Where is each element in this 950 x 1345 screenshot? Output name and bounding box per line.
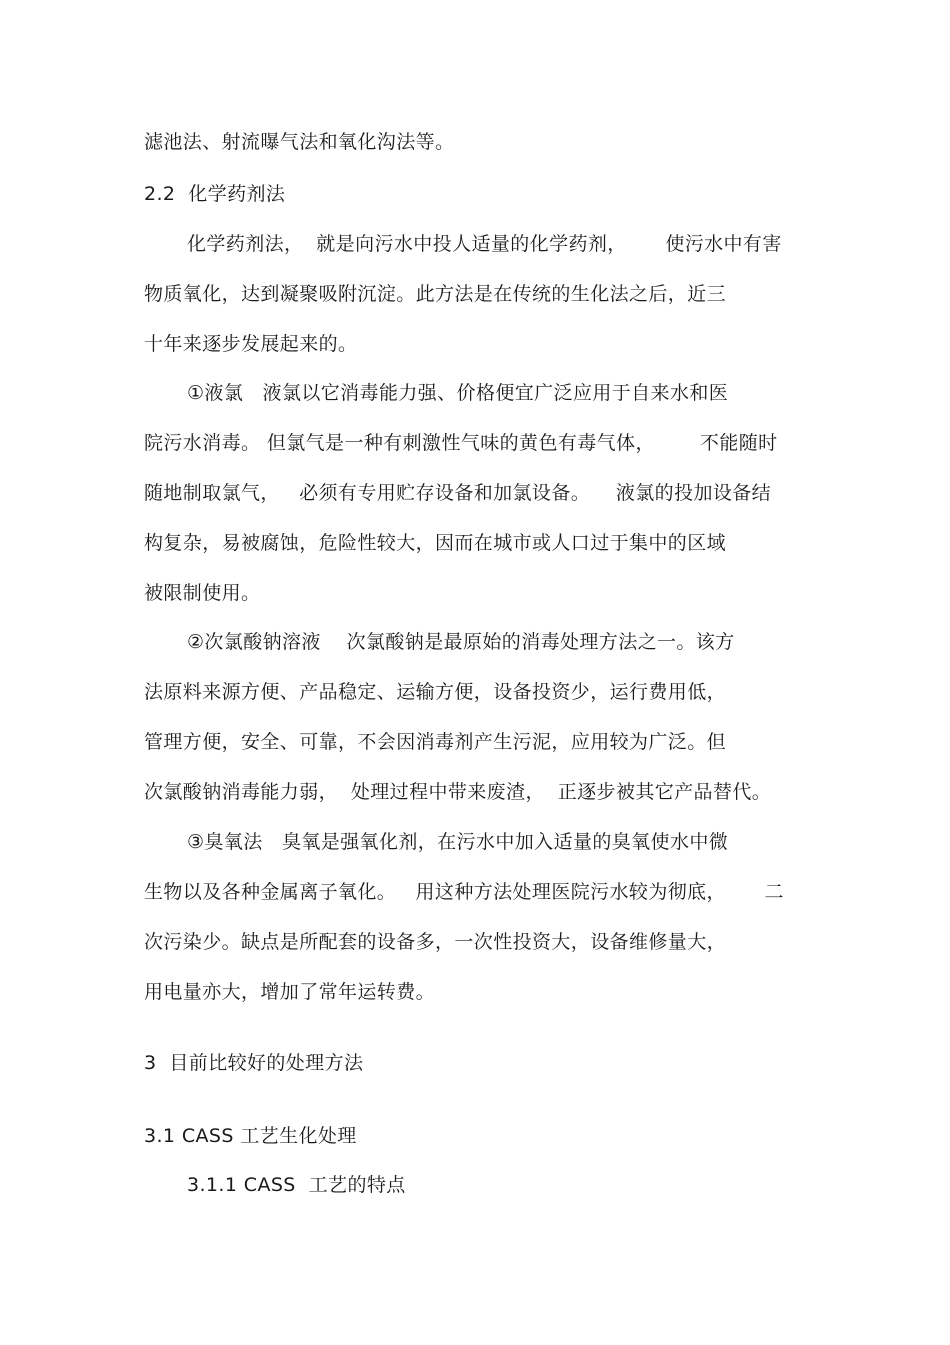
paragraph-line: 随地制取氯气， 必须有专用贮存设备和加氯设备。 液氯的投加设备结 bbox=[144, 482, 772, 504]
paragraph-line: 物质氧化，达到凝聚吸附沉淀。此方法是在传统的生化法之后，近三 bbox=[144, 283, 727, 305]
paragraph-line: 用电量亦大，增加了常年运转费。 bbox=[144, 981, 436, 1003]
section-heading: 3 目前比较好的处理方法 bbox=[144, 1052, 364, 1074]
paragraph-line: ③臭氧法 臭氧是强氧化剂，在污水中加入适量的臭氧使水中微 bbox=[187, 831, 729, 853]
paragraph-line: 管理方便，安全、可靠，不会因消毒剂产生污泥，应用较为广泛。但 bbox=[144, 731, 727, 753]
subsection-heading: 3.1.1 CASS 工艺的特点 bbox=[187, 1174, 406, 1196]
section-heading: 3.1 CASS 工艺生化处理 bbox=[144, 1125, 357, 1147]
paragraph-line: 院污水消毒。 但氯气是一种有刺激性气味的黄色有毒气体， 不能随时 bbox=[144, 432, 778, 454]
paragraph-line: 构复杂，易被腐蚀，危险性较大，因而在城市或人口过于集中的区域 bbox=[144, 532, 727, 554]
paragraph-line: ①液氯 液氯以它消毒能力强、价格便宜广泛应用于自来水和医 bbox=[187, 382, 729, 404]
paragraph-line: 次污染少。缺点是所配套的设备多，一次性投资大，设备维修量大， bbox=[144, 931, 727, 953]
paragraph-line: 次氯酸钠消毒能力弱， 处理过程中带来废渣， 正逐步被其它产品替代。 bbox=[144, 781, 772, 803]
paragraph-line: 生物以及各种金属离子氧化。 用这种方法处理医院污水较为彻底， 二 bbox=[144, 881, 784, 903]
section-heading: 2.2 化学药剂法 bbox=[144, 183, 286, 205]
paragraph-line: 化学药剂法， 就是向污水中投人适量的化学药剂， 使污水中有害 bbox=[187, 233, 782, 255]
paragraph-line: 被限制使用。 bbox=[144, 582, 261, 604]
paragraph-line: 法原料来源方便、产品稳定、运输方便，设备投资少，运行费用低， bbox=[144, 681, 727, 703]
paragraph-line: ②次氯酸钠溶液 次氯酸钠是最原始的消毒处理方法之一。该方 bbox=[187, 631, 735, 653]
paragraph-line: 十年来逐步发展起来的。 bbox=[144, 333, 358, 355]
paragraph-line: 滤池法、射流曝气法和氧化沟法等。 bbox=[144, 131, 455, 153]
